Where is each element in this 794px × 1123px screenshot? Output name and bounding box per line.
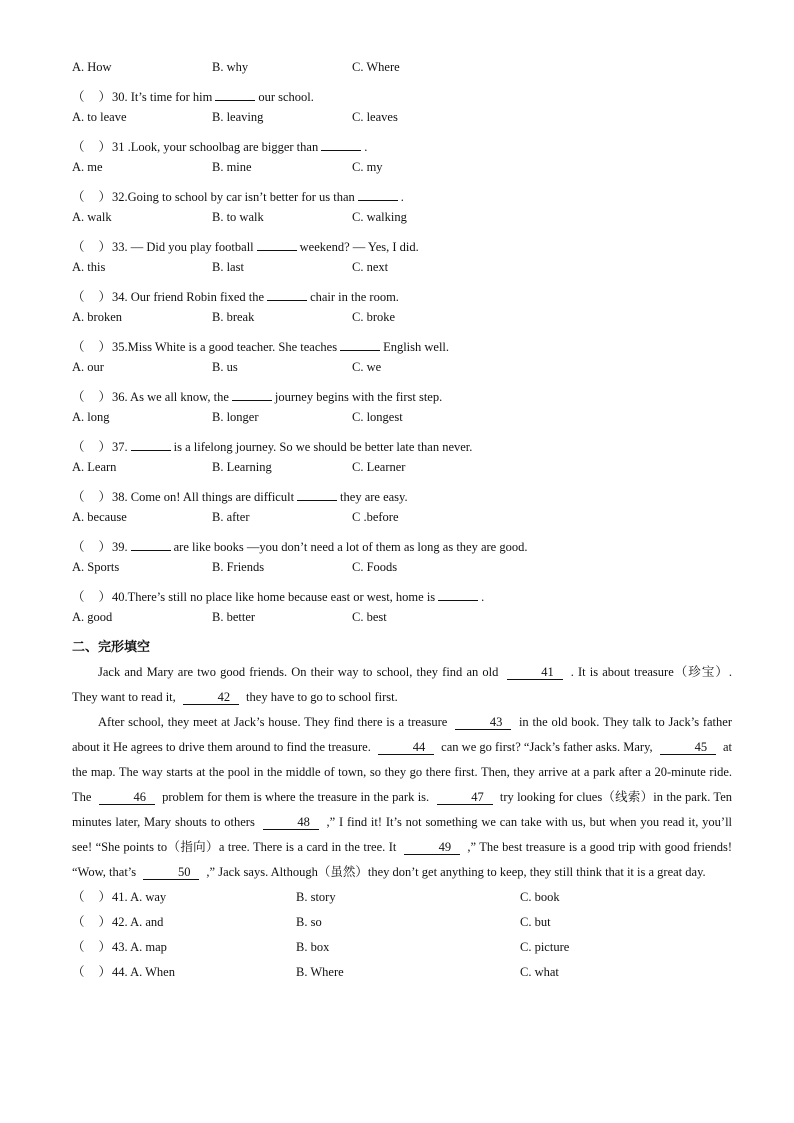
question-number: 42 bbox=[112, 915, 125, 929]
passage-text: can we go first? “Jack’s father asks. Mary, bbox=[441, 740, 653, 754]
option-c: C. leaves bbox=[352, 110, 398, 124]
passage-text: in the old book. They talk to Jack’s father about it He agrees to drive them around to find the treasure. bbox=[72, 715, 732, 754]
option-b: B. story bbox=[296, 890, 336, 904]
passage-p2 bbox=[72, 710, 732, 885]
option-b: B. better bbox=[212, 610, 256, 624]
blank-line[interactable] bbox=[297, 489, 337, 501]
question-text-after: is a lifelong journey. So we should be better late than never. bbox=[173, 440, 473, 454]
paren-close: ） bbox=[98, 390, 112, 404]
paren-open: （ bbox=[72, 940, 85, 954]
passage-text: ,” The best treasure is a good trip with good friends! “Wow, that’s bbox=[72, 840, 733, 879]
blank-50[interactable]: 50 bbox=[143, 865, 199, 880]
options-row bbox=[72, 610, 732, 635]
question-number: 39 bbox=[112, 540, 125, 554]
blank-line[interactable] bbox=[257, 239, 297, 251]
question-text-before: . bbox=[124, 440, 128, 454]
paren-close: ） bbox=[98, 940, 112, 954]
question-text-before: .There’s still no place like home because east or west, home is bbox=[124, 590, 436, 604]
option-a: A. long bbox=[72, 410, 110, 424]
options-row bbox=[72, 260, 732, 285]
question-number: 43 bbox=[112, 940, 125, 954]
question-text-before: . As we all know, the bbox=[124, 390, 229, 404]
question-text-after: . bbox=[364, 140, 368, 154]
paren-open: （ bbox=[72, 890, 85, 904]
paren-close: ） bbox=[98, 140, 112, 154]
option-a: A. Sports bbox=[72, 560, 120, 574]
section-title: 二、完形填空 bbox=[72, 640, 151, 655]
option-b: B. Where bbox=[296, 965, 344, 979]
question-38 bbox=[72, 485, 732, 510]
blank-line[interactable] bbox=[340, 339, 380, 351]
question-text-after: . bbox=[481, 590, 485, 604]
question-text-after: chair in the room. bbox=[310, 290, 399, 304]
option-c: C. we bbox=[352, 360, 382, 374]
blank-46[interactable]: 46 bbox=[99, 790, 155, 805]
answer-bracket[interactable] bbox=[72, 585, 112, 610]
option-a: A. broken bbox=[72, 310, 122, 324]
option-c: C. Where bbox=[352, 60, 400, 74]
question-text-after: our school. bbox=[258, 90, 314, 104]
option-b: B. us bbox=[212, 360, 238, 374]
options-row bbox=[72, 60, 732, 85]
paren-close: ） bbox=[98, 890, 112, 904]
option-c: C. next bbox=[352, 260, 389, 274]
question-text-before: .Going to school by car isn’t better for us than bbox=[124, 190, 355, 204]
paren-open: （ bbox=[72, 240, 85, 254]
question-33 bbox=[72, 235, 732, 260]
option-b: B. longer bbox=[212, 410, 259, 424]
question-number: 34 bbox=[112, 290, 125, 304]
question-36 bbox=[72, 385, 732, 410]
question-text-before: . bbox=[124, 540, 128, 554]
options-row bbox=[72, 210, 732, 235]
option-c: C. walking bbox=[352, 210, 407, 224]
question-number: 32 bbox=[112, 190, 125, 204]
option-c: C. but bbox=[520, 915, 551, 929]
option-b: B. mine bbox=[212, 160, 252, 174]
options-row bbox=[72, 510, 732, 535]
option-a: A. our bbox=[72, 360, 104, 374]
question-number: 40 bbox=[112, 590, 125, 604]
option-c: C. broke bbox=[352, 310, 396, 324]
paren-close: ） bbox=[98, 490, 112, 504]
blank-line[interactable] bbox=[358, 189, 398, 201]
blank-41[interactable]: 41 bbox=[507, 665, 563, 680]
paren-close: ） bbox=[98, 540, 112, 554]
question-text-after: weekend? — Yes, I did. bbox=[299, 240, 419, 254]
option-c: C. my bbox=[352, 160, 383, 174]
blank-line[interactable] bbox=[267, 289, 307, 301]
passage-text: try looking for clues（线索）in the park. Ten minutes later, Mary shouts to others bbox=[72, 790, 732, 829]
question-number: 31 bbox=[112, 140, 125, 154]
cloze-question-44: （ ）44. A. When B. Where C. what bbox=[72, 960, 732, 985]
question-30 bbox=[72, 85, 732, 110]
paren-open: （ bbox=[72, 490, 85, 504]
answer-bracket[interactable] bbox=[72, 435, 112, 460]
cloze-question-42: （ ）42. A. and B. so C. but bbox=[72, 910, 732, 935]
option-b: B. box bbox=[296, 940, 330, 954]
paren-close: ） bbox=[98, 915, 112, 929]
blank-line[interactable] bbox=[131, 439, 171, 451]
paren-close: ） bbox=[98, 290, 112, 304]
paren-open: （ bbox=[72, 290, 85, 304]
question-37 bbox=[72, 435, 732, 460]
cloze-question-43: （ ）43. A. map B. box C. picture bbox=[72, 935, 732, 960]
paren-open: （ bbox=[72, 140, 85, 154]
option-b: B. after bbox=[212, 510, 250, 524]
blank-line[interactable] bbox=[215, 89, 255, 101]
option-a: A. How bbox=[72, 60, 112, 74]
answer-bracket[interactable] bbox=[72, 935, 112, 960]
question-number: 41 bbox=[112, 890, 125, 904]
question-35 bbox=[72, 335, 732, 360]
passage-text: they have to go to school first. bbox=[246, 690, 398, 704]
answer-bracket[interactable] bbox=[72, 910, 112, 935]
passage-text: ,” I find it! It’s not something we can take with us, but when you read it, you’ll see! “She points to（指向）a tree. There is a card in the tree. It bbox=[72, 815, 733, 854]
answer-bracket[interactable] bbox=[72, 235, 112, 260]
answer-bracket[interactable] bbox=[72, 285, 112, 310]
question-text-after: English well. bbox=[383, 340, 450, 354]
answer-bracket[interactable] bbox=[72, 335, 112, 360]
blank-line[interactable] bbox=[131, 539, 171, 551]
option-c: C. best bbox=[352, 610, 387, 624]
options-row bbox=[72, 560, 732, 585]
question-text-after: they are easy. bbox=[340, 490, 408, 504]
option-b: B. why bbox=[212, 60, 249, 74]
paren-open: （ bbox=[72, 915, 85, 929]
question-39 bbox=[72, 535, 732, 560]
worksheet-page bbox=[72, 60, 732, 985]
paren-open: （ bbox=[72, 440, 85, 454]
options-row bbox=[72, 460, 732, 485]
answer-bracket[interactable] bbox=[72, 135, 112, 160]
paren-open: （ bbox=[72, 340, 85, 354]
paren-close: ） bbox=[98, 965, 112, 979]
options-row bbox=[72, 410, 732, 435]
option-a: A. and bbox=[130, 915, 164, 929]
option-b: B. to walk bbox=[212, 210, 264, 224]
cloze-question-41: （ ）41. A. way B. story C. book bbox=[72, 885, 732, 910]
blank-line[interactable] bbox=[321, 139, 361, 151]
question-number: 30 bbox=[112, 90, 125, 104]
question-34 bbox=[72, 285, 732, 310]
passage-text: After school, they meet at Jack’s house. They find there is a treasure bbox=[98, 715, 448, 729]
option-c: C. what bbox=[520, 965, 559, 979]
option-a: A. me bbox=[72, 160, 103, 174]
blank-48[interactable]: 48 bbox=[263, 815, 319, 830]
question-40 bbox=[72, 585, 732, 610]
option-c: C. book bbox=[520, 890, 560, 904]
question-text-after: . bbox=[400, 190, 404, 204]
paren-close: ） bbox=[98, 240, 112, 254]
options-row bbox=[72, 110, 732, 135]
answer-bracket[interactable] bbox=[72, 385, 112, 410]
question-31 bbox=[72, 135, 732, 160]
blank-42[interactable]: 42 bbox=[183, 690, 239, 705]
paren-open: （ bbox=[72, 540, 85, 554]
paren-close: ） bbox=[98, 340, 112, 354]
question-text-before: . — Did you play football bbox=[124, 240, 254, 254]
paren-open: （ bbox=[72, 190, 85, 204]
passage-text: . It is about treasure（珍宝）. They want to read it, bbox=[72, 665, 732, 704]
question-32 bbox=[72, 185, 732, 210]
question-text-after: journey begins with the first step. bbox=[274, 390, 443, 404]
paren-close: ） bbox=[98, 590, 112, 604]
question-text-after: are like books —you don’t need a lot of them as long as they are good. bbox=[173, 540, 528, 554]
passage-text: ,” Jack says. Although（虽然）they don’t get anything to keep, they still think that it is a great day. bbox=[206, 865, 706, 879]
question-text-before: . Come on! All things are difficult bbox=[124, 490, 295, 504]
paren-close: ） bbox=[98, 440, 112, 454]
option-c: C. picture bbox=[520, 940, 570, 954]
blank-44[interactable]: 44 bbox=[378, 740, 434, 755]
question-text-before: .Look, your schoolbag are bigger than bbox=[124, 140, 319, 154]
answer-bracket[interactable] bbox=[72, 535, 112, 560]
question-number: 33 bbox=[112, 240, 125, 254]
option-a: A. When bbox=[130, 965, 175, 979]
question-text-before: . It’s time for him bbox=[124, 90, 213, 104]
blank-line[interactable] bbox=[232, 389, 272, 401]
answer-bracket[interactable] bbox=[72, 185, 112, 210]
question-number: 36 bbox=[112, 390, 125, 404]
answer-bracket[interactable] bbox=[72, 885, 112, 910]
paren-open: （ bbox=[72, 965, 85, 979]
passage-text: problem for them is where the treasure in the park is. bbox=[162, 790, 430, 804]
option-b: B. last bbox=[212, 260, 244, 274]
question-number: 44 bbox=[112, 965, 125, 979]
option-a: A. walk bbox=[72, 210, 112, 224]
options-row bbox=[72, 360, 732, 385]
option-a: A. way bbox=[130, 890, 167, 904]
option-b: B. break bbox=[212, 310, 255, 324]
answer-bracket[interactable] bbox=[72, 485, 112, 510]
blank-47[interactable]: 47 bbox=[437, 790, 493, 805]
option-a: A. to leave bbox=[72, 110, 127, 124]
option-c: C .before bbox=[352, 510, 399, 524]
option-b: B. so bbox=[296, 915, 322, 929]
passage-text: Jack and Mary are two good friends. On their way to school, they find an old bbox=[98, 665, 499, 679]
option-b: B. Learning bbox=[212, 460, 272, 474]
blank-43[interactable]: 43 bbox=[455, 715, 511, 730]
question-number: 38 bbox=[112, 490, 125, 504]
passage-text: at the map. The way starts at the pool in the middle of town, so they go there first. Then, they arrive at a park after a 20-minute ride. The bbox=[72, 740, 732, 804]
blank-45[interactable]: 45 bbox=[660, 740, 716, 755]
option-c: C. Learner bbox=[352, 460, 406, 474]
passage-p1 bbox=[72, 660, 732, 710]
paren-close: ） bbox=[98, 190, 112, 204]
option-a: A. good bbox=[72, 610, 113, 624]
option-a: A. this bbox=[72, 260, 106, 274]
question-number: 37 bbox=[112, 440, 125, 454]
paren-open: （ bbox=[72, 90, 85, 104]
question-text-before: .Miss White is a good teacher. She teaches bbox=[124, 340, 338, 354]
option-b: B. leaving bbox=[212, 110, 264, 124]
paren-close: ） bbox=[98, 90, 112, 104]
option-a: A. because bbox=[72, 510, 127, 524]
paren-open: （ bbox=[72, 390, 85, 404]
paren-open: （ bbox=[72, 590, 85, 604]
answer-bracket[interactable] bbox=[72, 960, 112, 985]
answer-bracket[interactable] bbox=[72, 85, 112, 110]
option-c: C. longest bbox=[352, 410, 403, 424]
blank-49[interactable]: 49 bbox=[404, 840, 460, 855]
options-row bbox=[72, 160, 732, 185]
question-number: 35 bbox=[112, 340, 125, 354]
option-a: A. Learn bbox=[72, 460, 117, 474]
option-a: A. map bbox=[130, 940, 167, 954]
option-c: C. Foods bbox=[352, 560, 398, 574]
option-b: B. Friends bbox=[212, 560, 265, 574]
blank-line[interactable] bbox=[438, 589, 478, 601]
question-text-before: . Our friend Robin fixed the bbox=[124, 290, 265, 304]
options-row bbox=[72, 310, 732, 335]
